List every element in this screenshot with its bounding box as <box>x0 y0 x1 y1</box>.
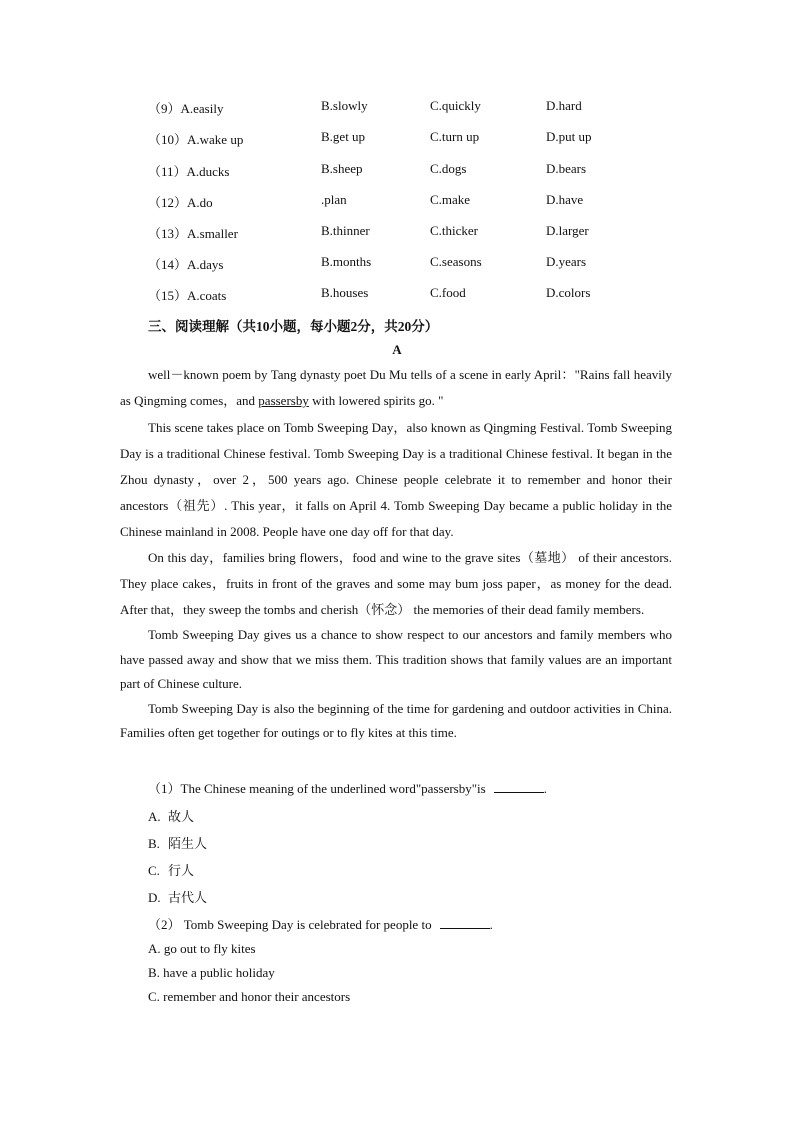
question-2-choice-a: A. go out to fly kites <box>148 941 256 956</box>
reading-passage <box>120 362 672 746</box>
option-row-11 <box>0 161 794 181</box>
option-c: C.dogs <box>430 161 467 176</box>
option-c: C.food <box>430 285 466 300</box>
passage-label: A <box>392 342 402 357</box>
option-b: B.months <box>321 254 372 269</box>
option-a: （13）A.smaller <box>148 226 238 241</box>
paragraph-4: Tomb Sweeping Day gives us a chance to show respect to our ancestors and family members who have passed away and show that we miss them. This tradition shows that family values are an important part of Chinese culture. <box>120 627 672 691</box>
choice-label: B. <box>148 836 160 851</box>
option-row-12 <box>0 192 794 212</box>
option-a: （10）A.wake up <box>148 132 244 147</box>
paragraph-3: On this day，families bring flowers，food and wine to the grave sites（墓地） of their ancestors. They place cakes，fruits in front of the graves and some may bum joss paper，as money for the dead. After that，they sweep the tombs and cherish（怀念） the memories of their dead family members. <box>120 550 672 617</box>
option-row-13 <box>0 223 794 243</box>
question-1-choice-d <box>148 887 207 906</box>
question-2-end: . <box>489 917 493 932</box>
paragraph-5: Tomb Sweeping Day is also the beginning of the time for gardening and outdoor activities in China. Families often get together for outings or to fly kites at this time. <box>120 700 672 740</box>
option-a: （11）A.ducks <box>148 164 230 179</box>
option-d: D.colors <box>546 285 591 300</box>
question-2 <box>148 914 493 933</box>
paragraph-1-end: with lowered spirits go. " <box>308 393 444 408</box>
option-a: （14）A.days <box>148 257 224 272</box>
underlined-word: passersby <box>258 393 309 408</box>
choice-label: C. <box>148 863 160 878</box>
option-c: C.quickly <box>430 98 481 113</box>
option-d: D.hard <box>546 98 582 113</box>
choice-text: 故人 <box>168 809 195 824</box>
question-2-choice-c: C. remember and honor their ancestors <box>148 989 351 1004</box>
option-row-14 <box>0 254 794 274</box>
option-row-10 <box>0 129 794 149</box>
option-c: C.thicker <box>430 223 479 238</box>
option-b: B.slowly <box>321 98 368 113</box>
question-1-choice-a <box>148 806 194 825</box>
option-a: （9）A.easily <box>148 101 224 116</box>
choice-text: 行人 <box>168 863 195 878</box>
option-row-9 <box>0 98 794 118</box>
choice-label: A. <box>148 809 161 824</box>
option-d: D.put up <box>546 129 592 144</box>
question-2-choice-b: B. have a public holiday <box>148 965 275 980</box>
paragraph-1-text: well－known poem by Tang dynasty poet Du Mu tells of a scene in early April："Rains fall heavily as Qingming comes，and <box>120 367 672 408</box>
section-title: 三、阅读理解（共10小题，每小题2分，共20分） <box>148 319 439 334</box>
paragraph-1 <box>120 362 672 414</box>
option-c: C.make <box>430 192 471 207</box>
option-row-15 <box>0 285 794 305</box>
question-1-choice-c <box>148 860 194 879</box>
option-c: C.turn up <box>430 129 480 144</box>
option-d: D.bears <box>546 161 587 176</box>
option-b: B.sheep <box>321 161 363 176</box>
paragraph-2: This scene takes place on Tomb Sweeping Day，also known as Qingming Festival. Tomb Sweeping Day is a traditional Chinese festival. Tomb Sweeping Day is a traditional Chinese festival. It began in the Zhou dynasty，over 2，500 years ago. Chinese people celebrate it to remember and honor their ancestors（祖先）. This year，it falls on April 4. Tomb Sweeping Day became a public holiday in the Chinese mainland in 2008. People have one day off for that day. <box>120 420 672 539</box>
option-a: （12）A.do <box>148 195 213 210</box>
option-d: D.larger <box>546 223 589 238</box>
question-1-end: . <box>543 781 547 796</box>
option-b: .plan <box>321 192 347 207</box>
option-d: D.years <box>546 254 587 269</box>
option-d: D.have <box>546 192 584 207</box>
option-b: B.get up <box>321 129 366 144</box>
choice-label: D. <box>148 890 161 905</box>
choice-text: 古代人 <box>168 890 208 905</box>
question-2-stem: （2） Tomb Sweeping Day is celebrated for people to <box>148 917 432 932</box>
choice-text: 陌生人 <box>168 836 208 851</box>
option-b: B.houses <box>321 285 369 300</box>
question-1 <box>148 778 547 797</box>
answer-blank <box>440 916 490 929</box>
option-a: （15）A.coats <box>148 288 227 303</box>
question-1-choice-b <box>148 833 207 852</box>
answer-blank <box>494 780 544 793</box>
option-b: B.thinner <box>321 223 370 238</box>
option-c: C.seasons <box>430 254 482 269</box>
question-1-stem: （1）The Chinese meaning of the underlined word"passersby"is <box>148 781 486 796</box>
